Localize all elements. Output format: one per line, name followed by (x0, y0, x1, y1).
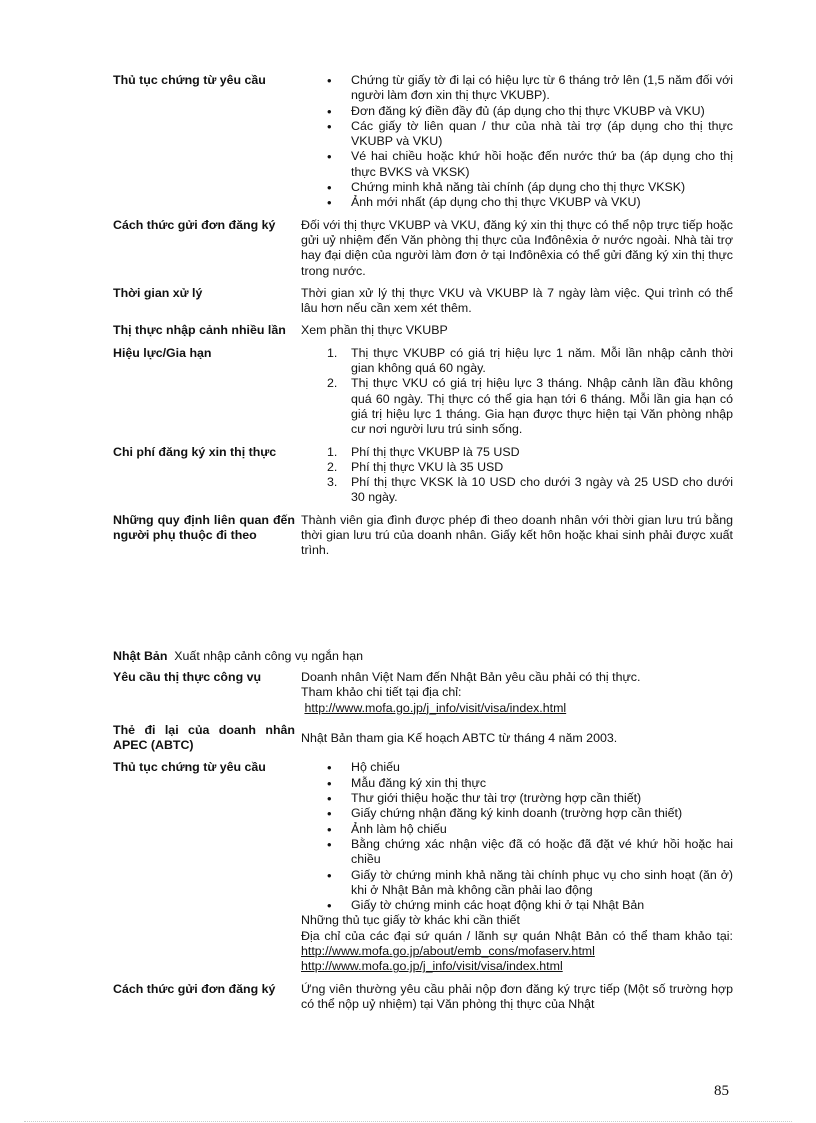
table-row: Yêu cầu thị thực công vụ Doanh nhân Việt Nam đến Nhật Bản yêu cầu phải có thị thực. Tham khảo chi tiết tại địa chỉ: http://www.mofa.go.jp/j_info/visit/visa/index.html (113, 670, 641, 715)
row-label: Hiệu lực/Gia hạn (113, 345, 212, 360)
visa-info-link[interactable]: http://www.mofa.go.jp/j_info/visit/visa/index.html (304, 700, 567, 715)
table-row (113, 445, 733, 506)
table-row (113, 346, 733, 438)
table-row (113, 323, 733, 338)
table-row (113, 760, 733, 974)
list-item: • Giấy tờ chứng minh khả năng tài chính phục vụ cho sinh hoạt (ăn ở) khi ở Nhật Bản mà không cần phải lao động (301, 868, 733, 899)
row-label: Chi phí đăng ký xin thị thực (113, 444, 277, 459)
row-label: Thời gian xử lý (113, 285, 203, 300)
table-row (113, 286, 733, 317)
japan-visa-table (113, 670, 733, 1012)
table-row (113, 218, 733, 279)
required-docs-list (301, 73, 733, 211)
indonesia-visa-table (113, 73, 733, 559)
page-number: 85 (714, 1083, 729, 1099)
row-value: Đối với thị thực VKUBP và VKU, đăng ký xin thị thực có thể nộp trực tiếp hoặc gửi uỷ nhiệm đến Văn phòng thị thực của Inđônêxia ở nước ngoài. Nhà tài trợ hay đại diện của người làm đơn ở tại Inđônêxia có thể gửi đăng ký xin thị thực trong nước. (301, 217, 733, 278)
list-item: • Các giấy tờ liên quan / thư của nhà tài trợ (áp dụng cho thị thực VKUBP và VKU) (301, 119, 733, 150)
other-docs-note: Những thủ tục giấy tờ khác khi cần thiết (301, 913, 520, 928)
page-bottom-divider (24, 1121, 792, 1122)
row-label: Cách thức gửi đơn đăng ký (113, 217, 276, 232)
list-item: • Ảnh làm hộ chiếu (301, 822, 733, 837)
list-item: • Chứng minh khả năng tài chính (áp dụng cho thị thực VKSK) (301, 180, 733, 195)
row-label: Những quy định liên quan đến người phụ thuộc đi theo (113, 512, 295, 543)
list-item: 2. Phí thị thực VKU là 35 USD (327, 459, 504, 474)
section-heading (113, 649, 363, 663)
list-item: • Chứng từ giấy tờ đi lại có hiệu lực từ 6 tháng trở lên (1,5 năm đối với người làm đơn xin thị thực VKUBP). (301, 73, 733, 104)
row-label: Thủ tục chứng từ yêu cầu (113, 73, 266, 87)
list-item: • Giấy chứng nhận đăng ký kinh doanh (trường hợp cần thiết) (301, 806, 733, 821)
table-row (113, 723, 733, 754)
list-item: 1. Phí thị thực VKUBP là 75 USD (327, 444, 520, 459)
row-label: Thị thực nhập cảnh nhiều lần (113, 323, 286, 338)
list-item: • Vé hai chiều hoặc khứ hồi hoặc đến nước thứ ba (áp dụng cho thị thực BVKS và VKSK) (301, 149, 733, 180)
country-name: Nhật Bản (113, 649, 168, 663)
row-value: Thời gian xử lý thị thực VKU và VKUBP là 7 ngày làm việc. Qui trình có thể lâu hơn nếu cần xem xét thêm. (301, 285, 733, 316)
list-item: • Giấy tờ chứng minh các hoạt động khi ở tại Nhật Bản (301, 898, 733, 913)
list-item: • Thư giới thiệu hoặc thư tài trợ (trường hợp cần thiết) (301, 791, 733, 806)
list-item: • Ảnh mới nhất (áp dụng cho thị thực VKUBP và VKU) (301, 195, 733, 210)
row-label: Thủ tục chứng từ yêu cầu (113, 760, 266, 775)
row-label: Thẻ đi lại của doanh nhân APEC (ABTC) (113, 722, 295, 753)
list-item: • Đơn đăng ký điền đầy đủ (áp dụng cho thị thực VKUBP và VKU) (301, 104, 733, 119)
list-item: 3. Phí thị thực VKSK là 10 USD cho dưới 3 ngày và 25 USD cho dưới 30 ngày. (327, 475, 733, 505)
row-value: Thành viên gia đình được phép đi theo doanh nhân với thời gian lưu trú bằng thời gian lưu trú của doanh nhân. Giấy kết hôn hoặc khai sinh phải được xuất trình. (301, 512, 733, 558)
required-docs-list (301, 760, 733, 913)
list-item: • Bằng chứng xác nhận việc đã có hoặc đã đặt vé khứ hồi hoặc hai chiều (301, 837, 733, 868)
visa-info-link[interactable]: http://www.mofa.go.jp/j_info/visit/visa/index.html (301, 959, 563, 974)
embassy-link[interactable]: http://www.mofa.go.jp/about/emb_cons/mofaserv.html (301, 944, 595, 959)
list-item: 1. Thị thực VKUBP có giá trị hiệu lực 1 năm. Mỗi lần nhập cảnh thời gian không quá 60 ngày. (327, 345, 733, 376)
validity-list (301, 346, 733, 438)
section-subtitle: Xuất nhập cảnh công vụ ngắn hạn (174, 649, 364, 663)
list-item: • Hộ chiếu (301, 760, 733, 775)
row-value: Ứng viên thường yêu cầu phải nộp đơn đăng ký trực tiếp (Một số trường hợp có thể nộp uỷ nhiệm) tại Văn phòng thị thực của Nhật (301, 981, 733, 1011)
table-row (113, 513, 733, 559)
table-row (113, 73, 733, 211)
row-label: Yêu cầu thị thực công vụ (113, 670, 262, 684)
fee-list (301, 445, 733, 506)
embassy-note: Địa chỉ của các đại sứ quán / lãnh sự quán Nhật Bản có thể tham khảo tại: (301, 928, 733, 943)
row-value: Nhật Bản tham gia Kế hoạch ABTC từ tháng 4 năm 2003. (301, 730, 618, 745)
list-item: • Mẫu đăng ký xin thị thực (301, 776, 733, 791)
list-item: 2. Thị thực VKU có giá trị hiệu lực 3 tháng. Nhập cảnh lần đầu không quá 60 ngày. Thị thực có thể gia hạn tới 6 tháng. Mỗi lần gia hạn có giá trị hiệu lực 1 tháng. Gia hạn được thực hiện tại Văn phòng nhập cư nơi người lưu trú sinh sống. (327, 376, 733, 437)
row-label: Cách thức gửi đơn đăng ký (113, 981, 276, 996)
table-row (113, 982, 733, 1013)
row-value: Xem phần thị thực VKUBP (301, 323, 448, 338)
